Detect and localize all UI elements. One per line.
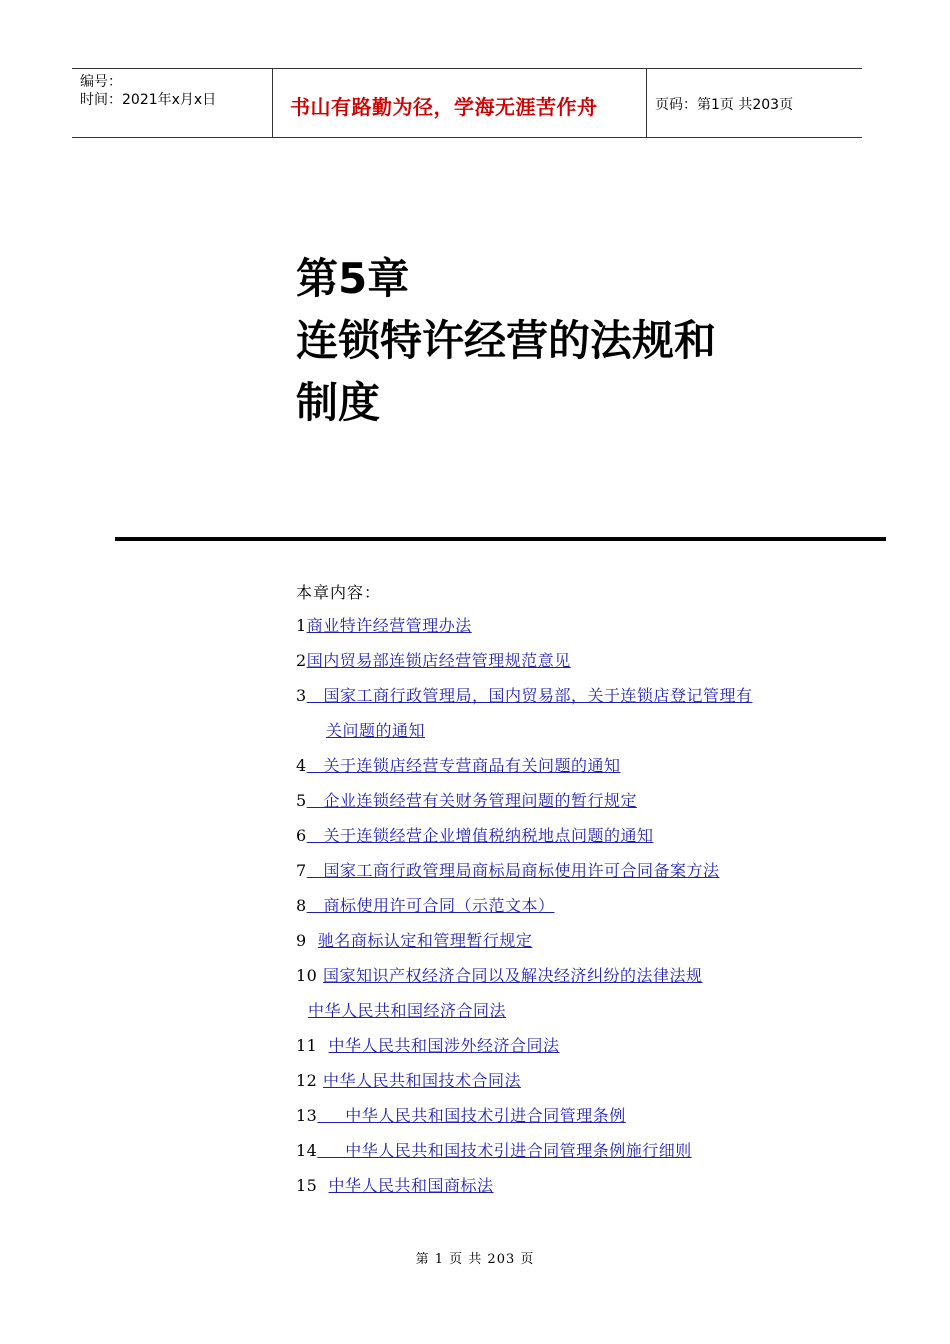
- toc-item[interactable]: [296, 1063, 856, 1098]
- header-motto: 书山有路勤为径，学海无涯苦作舟: [290, 95, 598, 119]
- chapter-title-line-2: 制度: [296, 378, 381, 427]
- toc-item-continuation[interactable]: [296, 713, 856, 748]
- section-divider: [115, 537, 886, 541]
- page-header: [72, 68, 862, 138]
- toc-heading: 本章内容：: [296, 583, 382, 602]
- toc-item[interactable]: [296, 1168, 856, 1203]
- toc-item-link[interactable]: 中华人民共和国经济合同法: [308, 1001, 507, 1020]
- toc-item-number: 3: [296, 686, 307, 705]
- header-meta-cell: [72, 69, 273, 137]
- toc-item-link[interactable]: 国家工商行政管理局商标局商标使用许可合同备案方法: [306, 861, 720, 880]
- toc-item-number: 5: [296, 791, 307, 810]
- toc-item-number: 14: [296, 1141, 318, 1160]
- toc-item[interactable]: [296, 818, 856, 853]
- toc-item-link[interactable]: 中华人民共和国商标法: [328, 1176, 494, 1195]
- toc-item[interactable]: [296, 1028, 856, 1063]
- toc-item-link[interactable]: 关问题的通知: [326, 721, 426, 740]
- toc-item-link[interactable]: 中华人民共和国技术引进合同管理条例: [317, 1106, 626, 1125]
- toc-item-link[interactable]: 国内贸易部连锁店经营管理规范意见: [306, 651, 571, 670]
- toc-item-number: 12: [296, 1071, 323, 1090]
- toc-item[interactable]: [296, 888, 856, 923]
- toc-item[interactable]: [296, 643, 856, 678]
- toc-item-number: 11: [296, 1036, 329, 1055]
- toc-item[interactable]: [296, 853, 856, 888]
- toc-item[interactable]: [296, 1133, 856, 1168]
- toc-item[interactable]: [296, 608, 856, 643]
- toc-item-number: 15: [296, 1176, 329, 1195]
- toc-item-link[interactable]: 国家工商行政管理局，国内贸易部，关于连锁店登记管理有: [306, 686, 753, 705]
- page-footer: 第 1 页 共 203 页: [415, 1252, 535, 1267]
- toc-item-link[interactable]: 中华人民共和国技术合同法: [322, 1071, 521, 1090]
- header-time-label: 时间：2021年x月x日: [80, 92, 217, 108]
- header-number-label: 编号：: [80, 74, 122, 90]
- toc-item[interactable]: [296, 923, 856, 958]
- chapter-title: [296, 248, 816, 434]
- toc-item-number: 7: [296, 861, 307, 880]
- toc-item-link[interactable]: 商标使用许可合同（示范文本）: [306, 896, 555, 915]
- toc-item-number: 4: [296, 756, 307, 775]
- toc-item-number: 2: [296, 651, 307, 670]
- toc-item-link[interactable]: 驰名商标认定和管理暂行规定: [317, 931, 533, 950]
- toc-item-number: 9: [296, 931, 318, 950]
- toc-item-number: 10: [296, 966, 323, 985]
- header-page-info: 页码：第1页 共203页: [655, 97, 794, 113]
- table-of-contents: [296, 578, 856, 1203]
- toc-item[interactable]: [296, 678, 856, 713]
- toc-item-link[interactable]: 国家知识产权经济合同以及解决经济纠纷的法律法规: [322, 966, 703, 985]
- toc-item-link[interactable]: 中华人民共和国技术引进合同管理条例施行细则: [317, 1141, 692, 1160]
- toc-item-number: 8: [296, 896, 307, 915]
- toc-item-link[interactable]: 关于连锁经营企业增值税纳税地点问题的通知: [306, 826, 654, 845]
- header-motto-cell: [272, 69, 647, 137]
- toc-item-number: 6: [296, 826, 307, 845]
- toc-item-number: 1: [296, 616, 307, 635]
- chapter-title-line-1: 连锁特许经营的法规和: [296, 316, 717, 365]
- toc-item-link[interactable]: 企业连锁经营有关财务管理问题的暂行规定: [306, 791, 637, 810]
- toc-item-link[interactable]: 关于连锁店经营专营商品有关问题的通知: [306, 756, 621, 775]
- header-page-cell: [647, 69, 862, 137]
- toc-item-link[interactable]: 商业特许经营管理办法: [306, 616, 472, 635]
- toc-item[interactable]: [296, 1098, 856, 1133]
- toc-item-link[interactable]: 中华人民共和国涉外经济合同法: [328, 1036, 560, 1055]
- toc-item[interactable]: [296, 748, 856, 783]
- toc-item[interactable]: [296, 783, 856, 818]
- toc-item[interactable]: [296, 958, 856, 993]
- chapter-number: 第5章: [296, 254, 410, 303]
- toc-item-continuation[interactable]: [296, 993, 856, 1028]
- toc-item-number: 13: [296, 1106, 318, 1125]
